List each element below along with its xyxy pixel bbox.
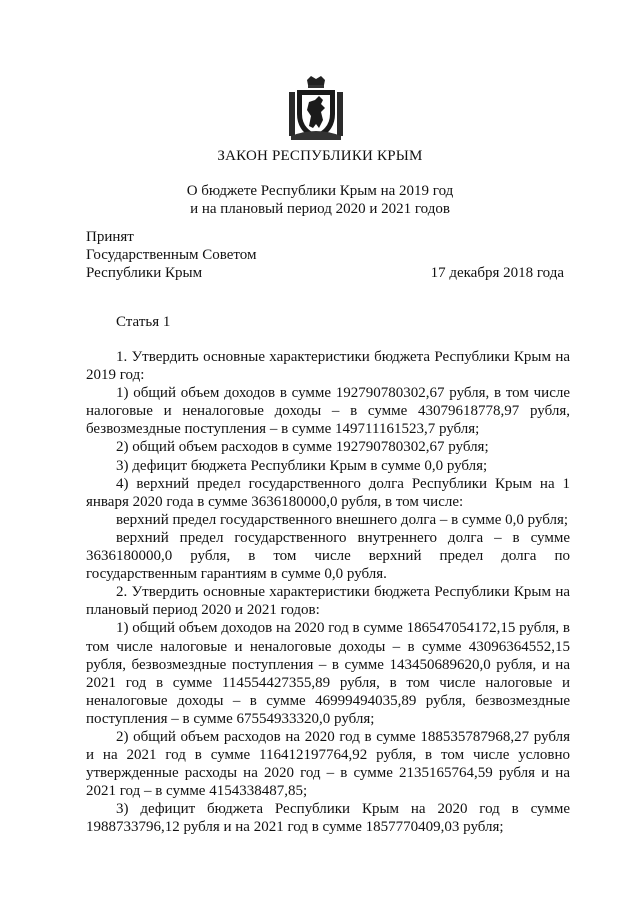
law-title: ЗАКОН РЕСПУБЛИКИ КРЫМ	[217, 148, 423, 164]
paragraph: 3) дефицит бюджета Республики Крым в сумме 0,0 рубля;	[116, 457, 488, 474]
paragraph: 1. Утвердить основные характеристики бюджета Республики Крым на 2019 год:	[86, 349, 570, 384]
adoption-date: 17 декабря 2018 года	[430, 265, 564, 281]
adoption-line-2: Государственным Советом	[86, 247, 257, 263]
paragraph: 4) верхний предел государственного долга Республики Крым на 1 января 2020 года в сумме 3636180000,0 рубля, в том числе:	[86, 475, 570, 510]
law-subtitle-line-1: О бюджете Республики Крым на 2019 год	[186, 183, 454, 199]
article-body	[86, 348, 570, 837]
paragraph: 2. Утвердить основные характеристики бюджета Республики Крым на плановый период 2020 и 2021 годов:	[86, 584, 570, 619]
paragraph: 1) общий объем доходов в сумме 192790780302,67 рубля, в том числе налоговые и неналоговые доходы – в сумме 43079618778,97 рубля, безвозмездные поступления – в сумме 149711161523,7 рубля;	[86, 385, 570, 438]
adoption-block	[86, 228, 257, 282]
paragraph: 2) общий объем расходов на 2020 год в сумме 188535787968,27 рубля и на 2021 год в сумме 116412197764,92 рубля, в том числе условно утвержденные расходы на 2020 год – в сумме 2135165764,59 рубля и на 2021 год – в сумме 4154338487,85;	[86, 728, 570, 800]
article-heading: Статья 1	[116, 314, 171, 330]
law-subtitle-line-2: и на плановый период 2020 и 2021 годов	[190, 201, 450, 217]
paragraph: 1) общий объем доходов на 2020 год в сумме 186547054172,15 рубля, в том числе налоговые и неналоговые доходы – в сумме 43096364552,15 рубля, безвозмездные поступления – в сумме 143450689620,0 рубля, и на 2021 год в сумме 114554427355,89 рубля, в том числе налоговые и неналоговые доходы – в сумме 46999494035,89 рубля, безвозмездные поступления – в сумме 67554933320,0 рубля;	[86, 620, 570, 727]
paragraph: верхний предел государственного внешнего долга – в сумме 0,0 рубля;	[116, 511, 569, 528]
adoption-line-1: Принят	[86, 229, 134, 245]
crimea-coat-of-arms-icon	[287, 76, 345, 142]
adoption-line-3: Республики Крым	[86, 265, 203, 281]
paragraph: верхний предел государственного внутреннего долга – в сумме 3636180000,0 рубля, в том числе верхний предел долга по государственным гарантиям в сумме 0,0 рубля.	[86, 529, 570, 583]
paragraph: 2) общий объем расходов в сумме 192790780302,67 рубля;	[116, 439, 489, 456]
paragraph: 3) дефицит бюджета Республики Крым на 2020 год в сумме 1988733796,12 рубля и на 2021 год в сумме 1857770409,03 рубля;	[86, 801, 570, 836]
